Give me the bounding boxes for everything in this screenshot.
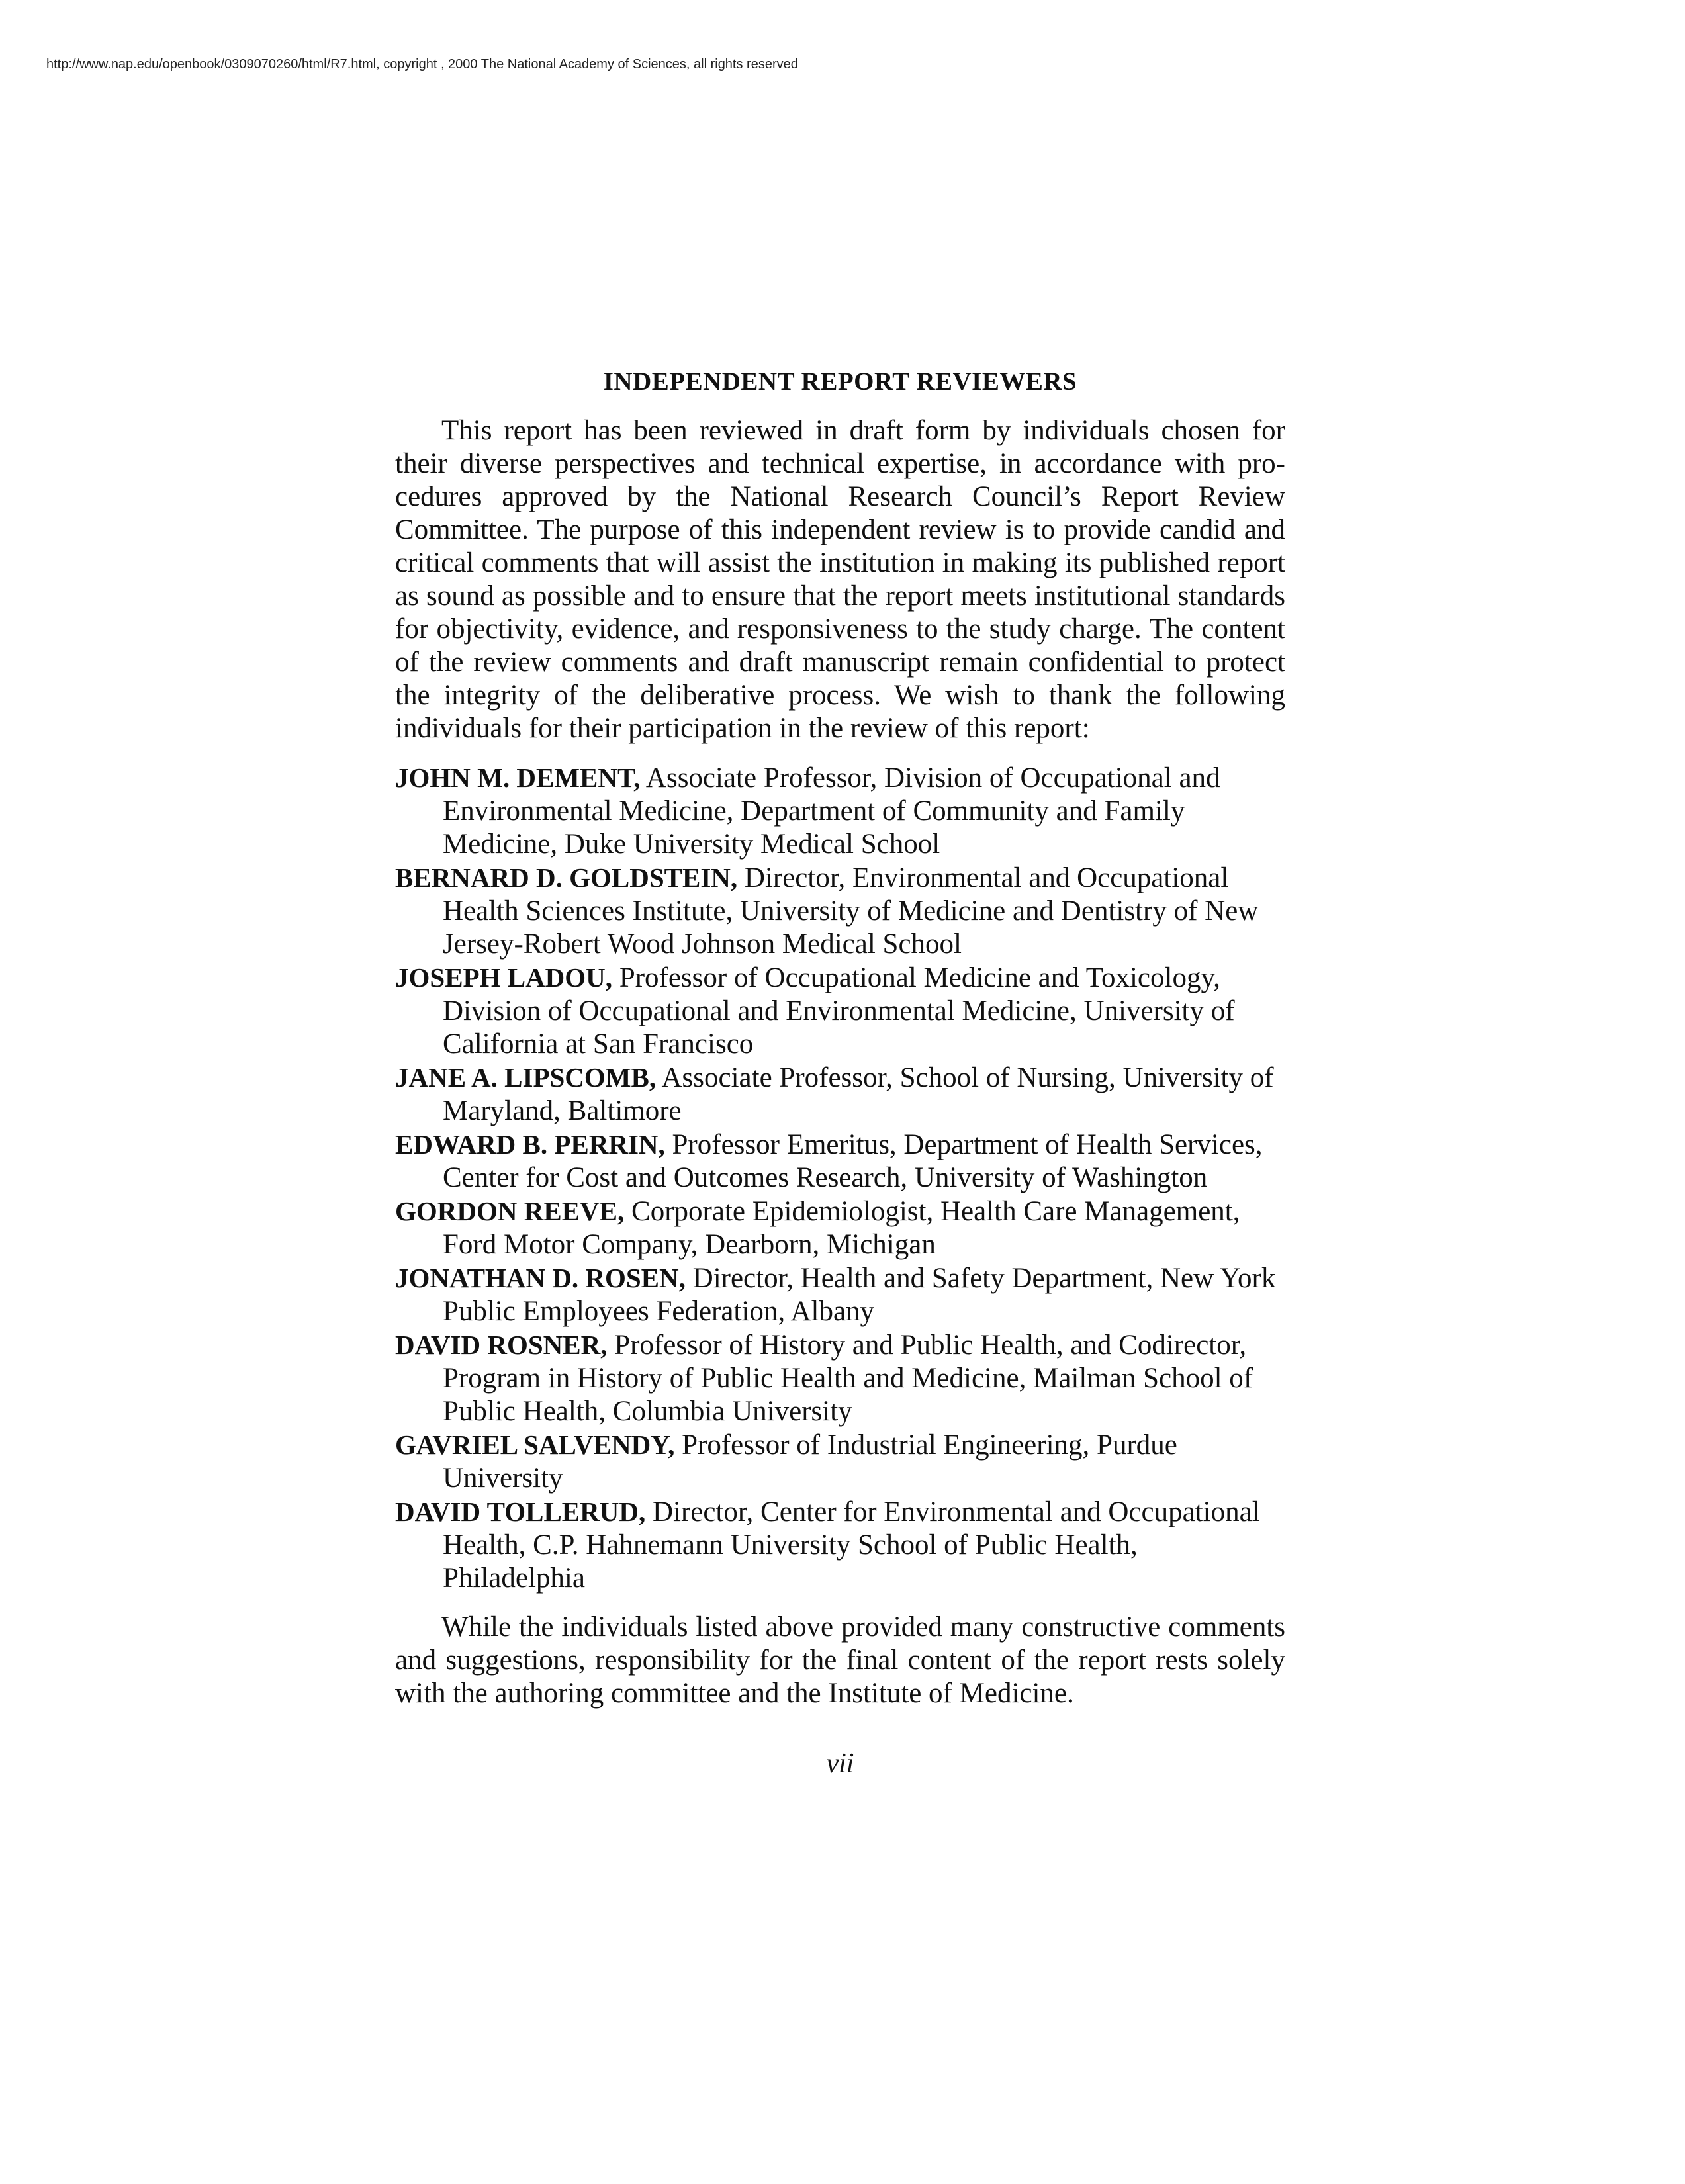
reviewer-entry	[395, 1428, 1285, 1495]
reviewer-name: JOSEPH LADOU,	[395, 962, 613, 993]
reviewer-affiliation: Associate Professor, Division of Occupational and Environmental Medicine, Department of Community and Family Medicine, Duke University Medical School	[443, 762, 1220, 860]
page-title: INDEPENDENT REPORT REVIEWERS	[603, 367, 1077, 396]
closing-paragraph: While the individuals listed above provided many constructive comments and suggestions, responsibility for the final content of the report rests solely with the authoring committee and the Institute of Medicine.	[395, 1612, 1285, 1709]
reviewer-name: DAVID TOLLERUD,	[395, 1496, 646, 1527]
reviewer-affiliation: Professor of Occupational Medicine and Toxicology, Division of Occupational and Environmental Medicine, University of California at San Francisco	[443, 962, 1235, 1060]
reviewer-entry	[395, 961, 1285, 1061]
document-body	[395, 365, 1285, 1780]
reviewer-entry	[395, 1328, 1285, 1428]
reviewer-entry	[395, 1061, 1285, 1128]
reviewer-entry	[395, 1495, 1285, 1595]
reviewer-name: JOHN M. DEMENT,	[395, 762, 641, 793]
reviewer-name: JANE A. LIPSCOMB,	[395, 1062, 657, 1093]
reviewer-affiliation: Director, Center for Environmental and Occupational Health, C.P. Hahnemann University School of Public Health, Philadelphia	[443, 1496, 1260, 1594]
reviewer-entry	[395, 1261, 1285, 1328]
reviewer-name: GAVRIEL SALVENDY,	[395, 1430, 675, 1460]
reviewer-name: GORDON REEVE,	[395, 1196, 625, 1226]
source-url-line: http://www.nap.edu/openbook/0309070260/html/R7.html, copyright , 2000 The National Academy of Sciences, all rights reserved	[46, 57, 798, 71]
intro-paragraph: This report has been reviewed in draft form by individuals chosen for their diverse perspectives and technical expertise, in accordance with procedures approved by the National Research Council’s Report Review Committee. The purpose of this independent review is to provide candid and critical comments that will assist the institution in making its published report as sound as possible and to ensure that the report meets institutional standards for objectivity, evidence, and responsiveness to the study charge. The content of the review comments and draft manuscript remain confidential to protect the integrity of the deliberative process. We wish to thank the following individuals for their participation in the review of this report:	[395, 415, 1285, 744]
reviewer-name: DAVID ROSNER,	[395, 1330, 608, 1360]
reviewer-affiliation: Corporate Epidemiologist, Health Care Management, Ford Motor Company, Dearborn, Michigan	[443, 1196, 1240, 1260]
reviewer-affiliation: Professor of Industrial Engineering, Purdue University	[443, 1430, 1177, 1494]
reviewer-affiliation: Professor Emeritus, Department of Health Services, Center for Cost and Outcomes Research, University of Washington	[443, 1129, 1263, 1193]
reviewer-entry	[395, 861, 1285, 961]
reviewer-entry	[395, 761, 1285, 861]
reviewer-affiliation: Professor of History and Public Health, and Codirector, Program in History of Public Health and Medicine, Mailman School of Public Health, Columbia University	[443, 1330, 1253, 1427]
reviewer-affiliation: Director, Health and Safety Department, New York Public Employees Federation, Albany	[443, 1263, 1276, 1327]
reviewer-affiliation: Director, Environmental and Occupational Health Sciences Institute, University of Medicine and Dentistry of New Jersey-Robert Wood Johnson Medical School	[443, 862, 1259, 960]
page-number: vii	[826, 1749, 854, 1779]
reviewer-name: EDWARD B. PERRIN,	[395, 1129, 665, 1160]
reviewer-name: BERNARD D. GOLDSTEIN,	[395, 862, 738, 893]
reviewer-entry	[395, 1195, 1285, 1261]
reviewer-list	[395, 761, 1285, 1595]
reviewer-affiliation: Associate Professor, School of Nursing, University of Maryland, Baltimore	[443, 1062, 1274, 1126]
reviewer-name: JONATHAN D. ROSEN,	[395, 1263, 686, 1293]
reviewer-entry	[395, 1128, 1285, 1195]
